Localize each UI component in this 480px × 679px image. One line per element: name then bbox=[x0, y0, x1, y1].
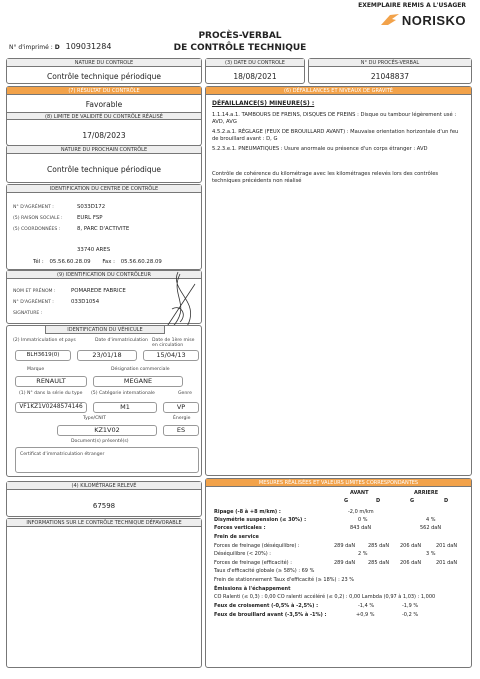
vehicule-header: IDENTIFICATION DU VÉHICULE bbox=[45, 326, 165, 334]
date-immat-field: 23/01/18 bbox=[77, 350, 137, 361]
freinage-av-d: 285 daN bbox=[368, 543, 390, 549]
mesures-box bbox=[205, 478, 472, 668]
brand-logo bbox=[380, 12, 466, 28]
nature-controle-header: NATURE DU CONTROLE bbox=[7, 59, 201, 67]
resultat-box bbox=[6, 86, 202, 146]
docs-label: Document(s) présenté(s) bbox=[71, 439, 129, 444]
defaillance-item-2: 4.5.2.a.1. RÉGLAGE (FEUX DE BROUILLARD AVANT) : Mauvaise orientation horizontale d'un feu de brouillard avant : D, G bbox=[212, 129, 459, 142]
defaillance-item-3: 5.2.3.e.1. PNEUMATIQUES : Usure anormale ou présence d'un corps étranger : AVD bbox=[212, 146, 428, 152]
arriere-d: D bbox=[444, 498, 449, 504]
frein-service-label: Frein de service bbox=[214, 534, 259, 540]
controleur-agrement-label: N° D'AGRÉMENT : bbox=[13, 300, 54, 305]
fax-value: 05.56.60.28.09 bbox=[120, 259, 162, 265]
type-field: KZ1V02 bbox=[57, 425, 157, 436]
serie-label: (1) N° dans la série du type bbox=[19, 391, 83, 396]
pv-number-box bbox=[308, 58, 472, 84]
signature-label: SIGNATURE : bbox=[13, 311, 43, 316]
fax-label: Fax : bbox=[102, 259, 115, 265]
croisement-g: -1,4 % bbox=[358, 603, 375, 609]
forces-efficacite-label: Forces de freinage (efficacité) : bbox=[214, 560, 292, 566]
energie-label: Énergie bbox=[173, 416, 191, 421]
kilometrage-value: 67598 bbox=[92, 502, 116, 510]
marque-field: RENAULT bbox=[15, 376, 87, 387]
date-controle-value: 18/08/2021 bbox=[233, 72, 277, 81]
mesures-header: MESURES RÉALISÉES ET VALEURS LIMITES CORRESPONDANTES bbox=[206, 479, 471, 487]
forces-freinage-label: Forces de freinage (déséquilibre) : bbox=[214, 543, 300, 549]
energie-field: ES bbox=[163, 425, 199, 436]
disymetrie-arriere: 4 % bbox=[426, 517, 436, 523]
controleur-header: (9) IDENTIFICATION DU CONTRÔLEUR bbox=[7, 271, 201, 279]
limite-header: (8) LIMITE DE VALIDITÉ DU CONTRÔLE RÉALISÉ bbox=[7, 112, 201, 120]
imprime-letter: D bbox=[54, 44, 60, 51]
genre-field: VP bbox=[163, 402, 199, 413]
centre-coord-value: 8, PARC D'ACTIVITE bbox=[77, 226, 130, 232]
date-controle-box bbox=[205, 58, 305, 84]
defaillance-item-1: 1.1.14.a.1. TAMBOURS DE FREINS, DISQUES DE FREINS : Disque ou tambour légèrement usé : AVD, AVG bbox=[212, 112, 457, 125]
centre-box bbox=[6, 184, 202, 270]
page-title-line1: PROCÈS-VERBAL bbox=[198, 31, 282, 41]
feux-brouillard-label: Feux de brouillard avant (-3,5% à -1%) : bbox=[214, 612, 327, 618]
docs-value: Certificat d'immatriculation étranger bbox=[20, 452, 105, 457]
desequilibre-label: Déséquilibre (< 20%) : bbox=[214, 551, 271, 557]
nature-controle-box bbox=[6, 58, 202, 84]
defaillances-box bbox=[205, 86, 472, 476]
ripage-value: -2,0 m/km bbox=[348, 509, 374, 515]
avant-d: D bbox=[376, 498, 381, 504]
efficacite-ar-g: 206 daN bbox=[400, 560, 422, 566]
exemplaire-label: EXEMPLAIRE REMIS A L'USAGER bbox=[358, 2, 466, 9]
forces-verticales-arriere: 562 daN bbox=[420, 525, 442, 531]
forces-verticales-label: Forces verticales : bbox=[214, 525, 266, 531]
imprime-number-row bbox=[9, 42, 111, 51]
desequilibre-avant: 2 % bbox=[358, 551, 368, 557]
prochain-controle-box bbox=[6, 145, 202, 183]
imprime-number: 109031284 bbox=[65, 42, 112, 51]
resultat-value: Favorable bbox=[85, 100, 123, 109]
ripage-label: Ripage (-8 à +8 m/km) : bbox=[214, 509, 281, 515]
efficacite-ar-d: 201 daN bbox=[436, 560, 458, 566]
imprime-label: N° d'imprimé : bbox=[9, 44, 53, 51]
type-label: Type/CNIT bbox=[83, 416, 106, 421]
co-values: CO Ralenti (≤ 0,3) : 0,00 CO ralenti accéléré (≤ 0,2) : 0,00 Lambda (0,97 à 1,03) : 1,000 bbox=[214, 594, 436, 600]
brand-name: NORISKO bbox=[401, 12, 466, 28]
centre-raison-label: (5) RAISON SOCIALE : bbox=[13, 216, 63, 221]
prochain-controle-header: NATURE DU PROCHAIN CONTRÔLE bbox=[7, 146, 201, 154]
centre-agrement-value: S033D172 bbox=[77, 204, 106, 210]
desequilibre-arriere: 3 % bbox=[426, 551, 436, 557]
controleur-nom-label: NOM ET PRÉNOM : bbox=[13, 289, 56, 294]
arriere-header: ARRIERE bbox=[414, 490, 439, 496]
defaillances-heading: DÉFAILLANCE(S) MINEURE(S) : bbox=[212, 100, 315, 107]
marque-label: Marque bbox=[27, 367, 45, 372]
kilometrage-header: (4) KILOMÉTRAGE RELEVÉ bbox=[7, 482, 201, 490]
limite-value: 17/08/2023 bbox=[82, 131, 126, 140]
date-mise-label: Date de 1ère mise en circulation bbox=[152, 338, 195, 348]
freinage-ar-d: 201 daN bbox=[436, 543, 458, 549]
defaillances-header: (6) DÉFAILLANCES ET NIVEAUX DE GRAVITÉ bbox=[206, 87, 471, 95]
freinage-ar-g: 206 daN bbox=[400, 543, 422, 549]
date-immat-label: Date d'immatriculation bbox=[95, 338, 148, 343]
resultat-header: (7) RÉSULTAT DU CONTRÔLE bbox=[7, 87, 201, 95]
centre-phone-row bbox=[33, 259, 162, 265]
feux-croisement-label: Feux de croisement (-0,5% à -2,5%) : bbox=[214, 603, 319, 609]
categorie-field: M1 bbox=[93, 402, 157, 413]
kilometrage-box bbox=[6, 481, 202, 517]
date-controle-header: (3) DATE DU CONTROLE bbox=[206, 59, 304, 67]
tel-value: 05.56.60.28.09 bbox=[49, 259, 91, 265]
avant-g: G bbox=[344, 498, 349, 504]
pv-number-value: 21048837 bbox=[370, 72, 410, 81]
emissions-label: Émissions à l'échappement bbox=[214, 586, 291, 592]
efficacite-av-d: 285 daN bbox=[368, 560, 390, 566]
centre-city: 33740 ARES bbox=[77, 247, 111, 253]
forces-verticales-avant: 843 daN bbox=[350, 525, 372, 531]
designation-label: Désignation commerciale bbox=[111, 367, 170, 372]
controleur-agrement-value: 033D1054 bbox=[71, 299, 100, 305]
infos-defavorable-box bbox=[6, 518, 202, 668]
brouillard-g: +0,9 % bbox=[356, 612, 375, 618]
frein-stationnement: Frein de stationnement Taux d'efficacité (≥ 18%) : 23 % bbox=[214, 577, 355, 583]
serie-field: VF1KZ1V0248574146 bbox=[15, 402, 87, 413]
centre-raison-value: EURL FSP bbox=[77, 215, 103, 221]
prochain-controle-value: Contrôle technique périodique bbox=[47, 165, 161, 174]
page-title-line2: DE CONTRÔLE TECHNIQUE bbox=[173, 43, 307, 53]
centre-agrement-label: N° D'AGRÉMENT : bbox=[13, 205, 54, 210]
brand-bird-icon bbox=[380, 13, 400, 27]
disymetrie-avant: 0 % bbox=[358, 517, 368, 523]
controleur-nom-value: POMAREDE FABRICE bbox=[71, 288, 126, 294]
genre-label: Genre bbox=[178, 391, 192, 396]
disymetrie-label: Disymétrie suspension (≤ 30%) : bbox=[214, 517, 307, 523]
infos-defavorable-header: INFORMATIONS SUR LE CONTRÔLE TECHNIQUE DÉFAVORABLE bbox=[7, 519, 201, 527]
centre-coord-label: (5) COORDONNÉES : bbox=[13, 227, 61, 232]
freinage-av-g: 289 daN bbox=[334, 543, 356, 549]
arriere-g: G bbox=[410, 498, 415, 504]
brouillard-d: -0,2 % bbox=[402, 612, 419, 618]
tel-label: Tél : bbox=[33, 259, 44, 265]
immat-label: (2) Immatriculation et pays bbox=[13, 338, 76, 343]
categorie-label: (5) Catégorie internationale bbox=[91, 391, 155, 396]
nature-controle-value: Contrôle technique périodique bbox=[47, 72, 161, 81]
kilometrage-note: Contrôle de cohérence du kilométrage avec les kilométrages relevés lors des contrôles techniques précédents non réalisé bbox=[212, 171, 439, 184]
vehicule-box bbox=[6, 325, 202, 477]
immat-field: BLH3619(0) bbox=[15, 350, 71, 361]
docs-field bbox=[15, 447, 199, 473]
date-mise-field: 15/04/13 bbox=[143, 350, 199, 361]
efficacite-av-g: 289 daN bbox=[334, 560, 356, 566]
croisement-d: -1,9 % bbox=[402, 603, 419, 609]
taux-global: Taux d'efficacité globale (≥ 58%) : 69 % bbox=[214, 568, 315, 574]
centre-header: IDENTIFICATION DU CENTRE DE CONTRÔLE bbox=[7, 185, 201, 193]
pv-number-header: N° DU PROCÈS-VERBAL bbox=[309, 59, 471, 67]
avant-header: AVANT bbox=[350, 490, 369, 496]
designation-field: MEGANE bbox=[93, 376, 183, 387]
